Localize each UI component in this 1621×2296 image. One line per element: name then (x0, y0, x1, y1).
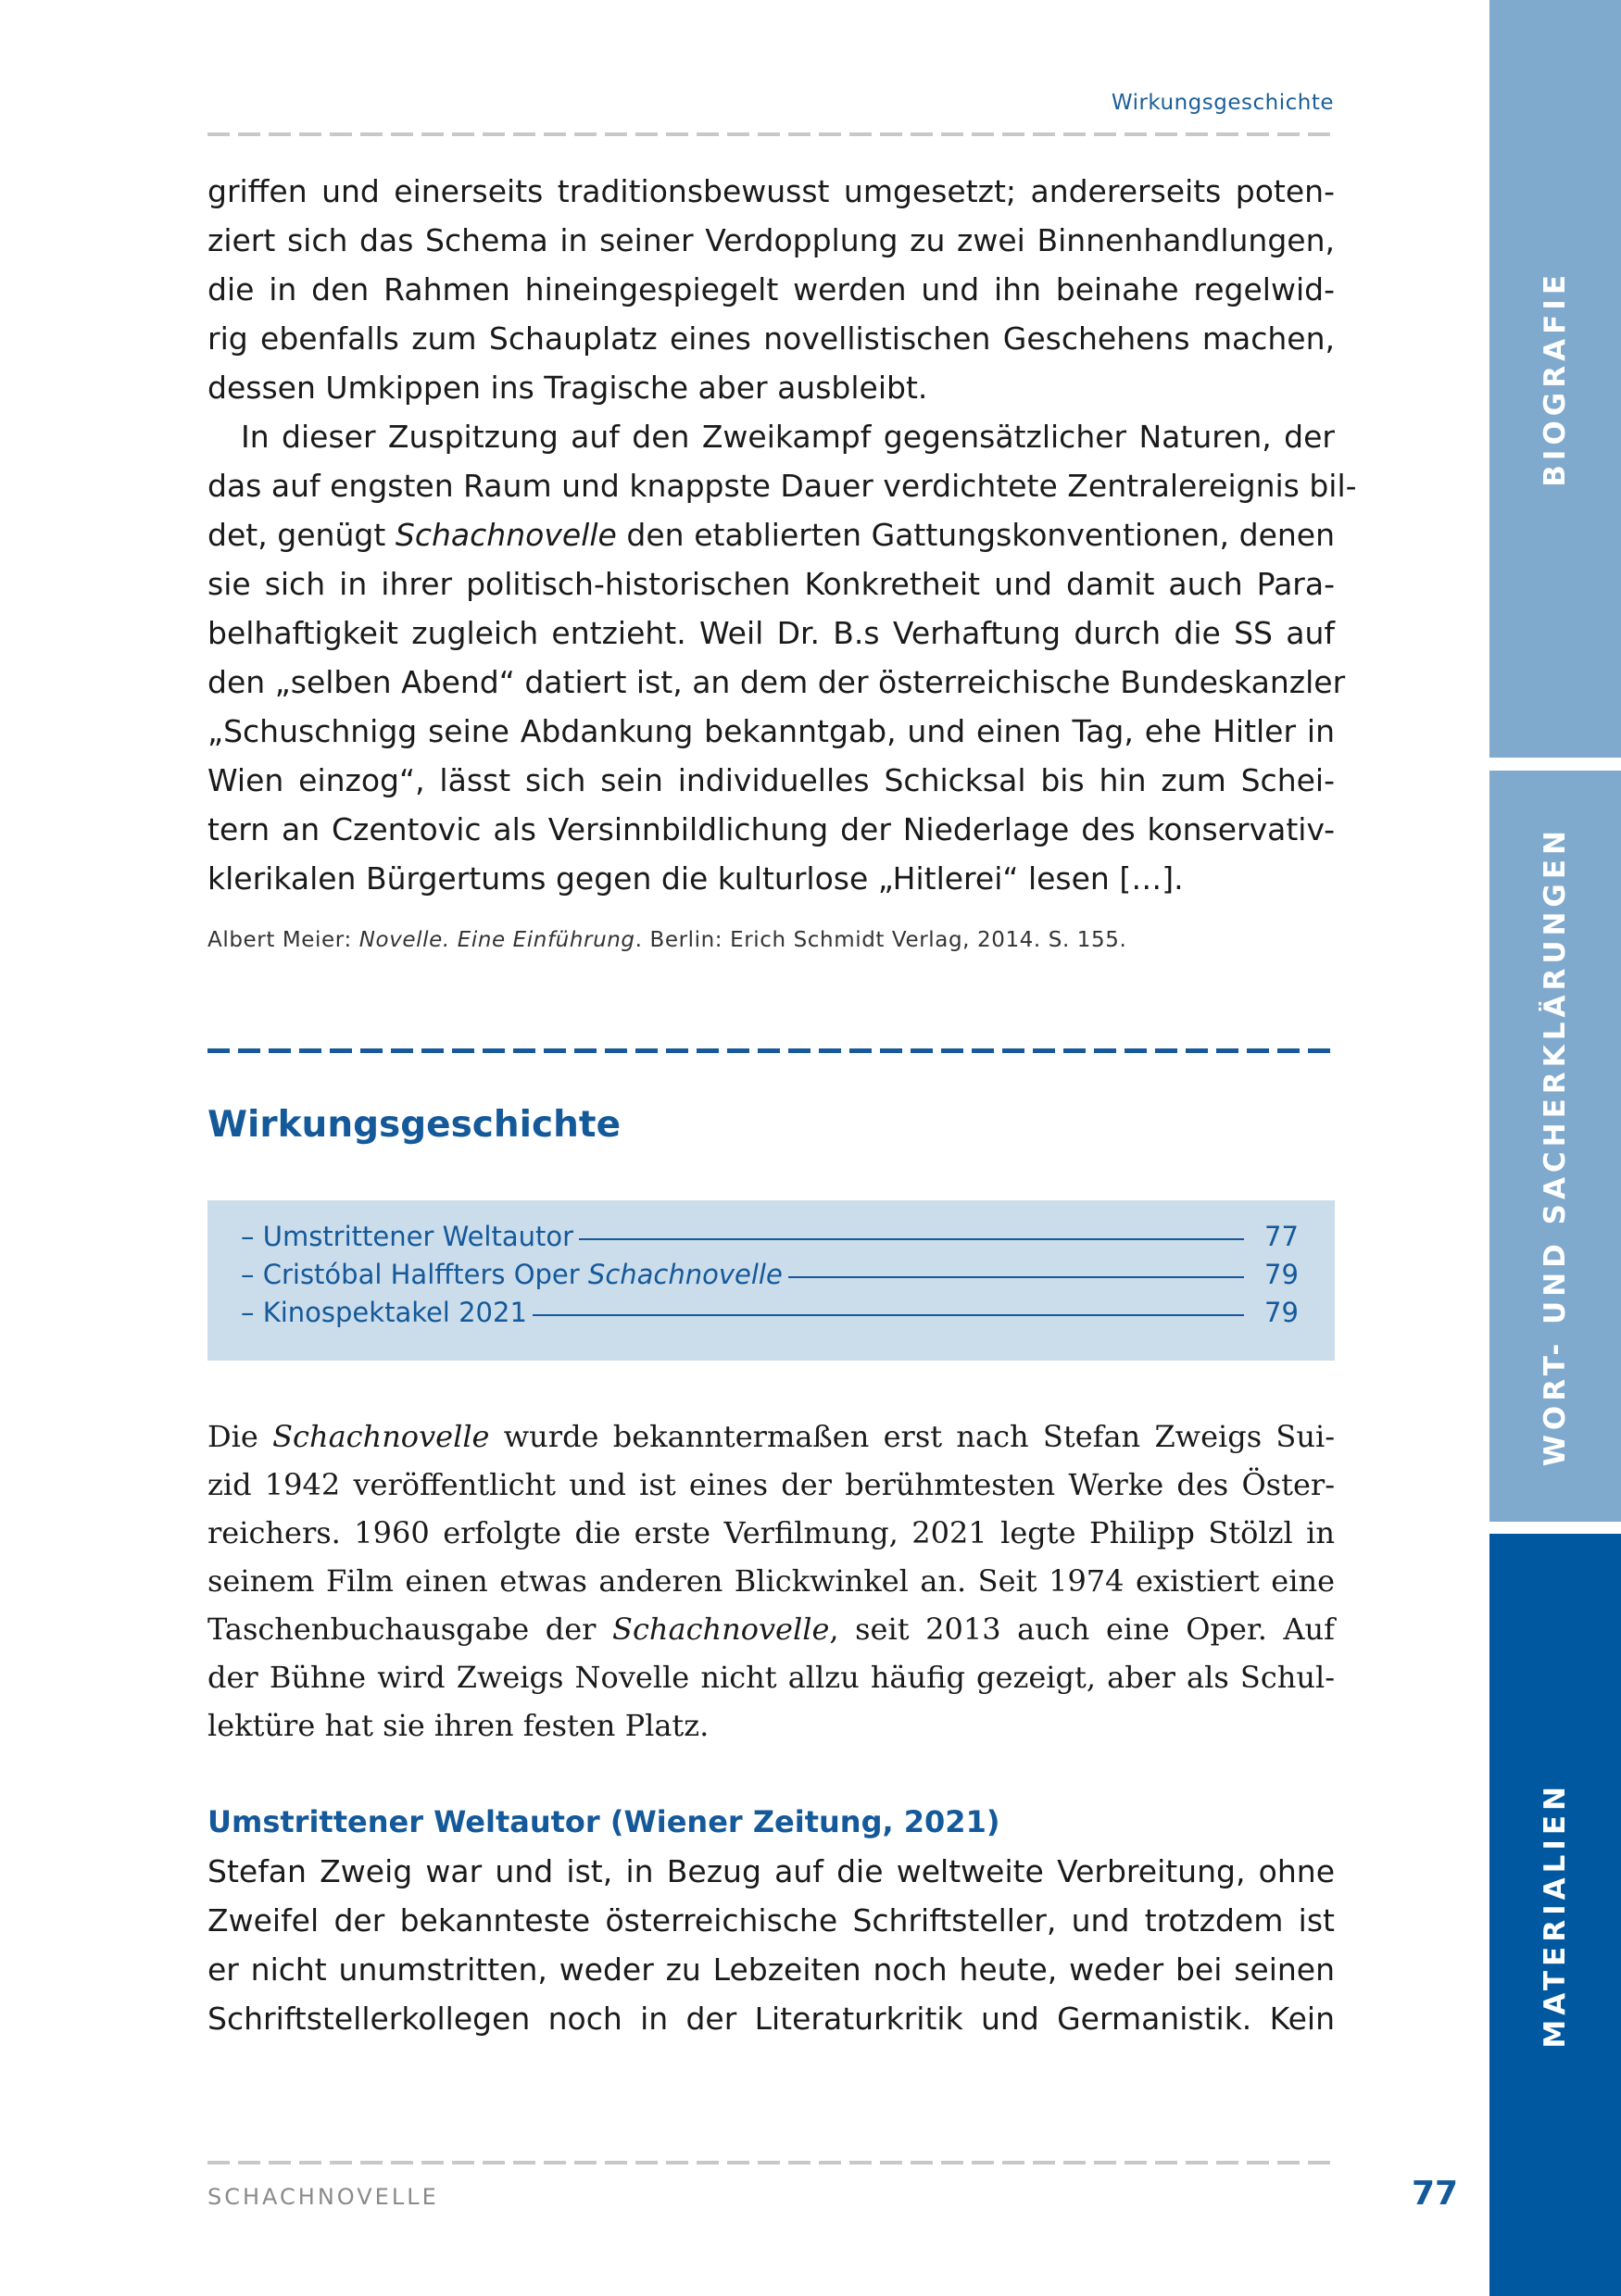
text-line (207, 1461, 1335, 1509)
text-line (207, 1605, 1335, 1653)
text-line (207, 1509, 1335, 1557)
text-segment: „Schuschnigg seine Abdankung bekanntgab, und einen Tag, ehe Hitler in (207, 713, 1335, 749)
text-line (207, 1701, 1335, 1750)
text-segment: tern an Czentovic als Versinnbildlichung der Niederlage des konservativ- (207, 811, 1335, 847)
tab-label: WORT- UND SACHERKLÄRUNGEN (1539, 825, 1572, 1467)
toc-page-number: 77 (1264, 1221, 1299, 1252)
text-segment: lektüre hat sie ihren festen Platz. (207, 1708, 710, 1743)
quote-text (207, 167, 1357, 903)
toc-entry-label (241, 1221, 573, 1252)
text-segment: – Umstrittener Weltautor (241, 1221, 574, 1252)
text-line (207, 658, 1346, 707)
text-segment: griffen und einerseits traditionsbewusst umgesetzt; andererseits poten- (207, 173, 1335, 209)
text-segment: – Kinospektakel 2021 (241, 1297, 527, 1328)
text-segment: zid 1942 veröffentlicht und ist eines der berühmtesten Werke des Öster- (207, 1467, 1335, 1502)
text-segment: Stefan Zweig war und ist, in Bezug auf die weltweite Verbreitung, ohne (207, 1853, 1335, 1889)
text-line (207, 461, 1357, 510)
text-segment: , seit 2013 auch eine Oper. Auf (829, 1612, 1336, 1647)
text-line (207, 412, 1335, 461)
text-segment: Zweifel der bekannteste österreichische Schriftsteller, und trotzdem ist (207, 1902, 1335, 1938)
header-divider (207, 132, 1335, 136)
section-divider (207, 1048, 1335, 1053)
body-paragraph (207, 1847, 1335, 2043)
text-line (207, 609, 1335, 658)
text-segment: – Cristóbal Halffters Oper (241, 1259, 588, 1290)
text-segment: Die (207, 1419, 273, 1454)
tab-materialien[interactable] (1489, 1534, 1621, 2296)
section-title: Wirkungsgeschichte (207, 1104, 622, 1146)
tab-label: BIOGRAFIE (1539, 270, 1572, 487)
text-segment: Taschenbuchausgabe der (207, 1612, 613, 1647)
toc-entry-label (241, 1297, 527, 1328)
italic-text: Novelle. Eine Einführung (358, 928, 635, 952)
text-segment: die in den Rahmen hineingespiegelt werden und ihn beinahe regelwid- (207, 271, 1335, 307)
text-line (207, 265, 1335, 314)
running-header: Wirkungsgeschichte (1111, 91, 1334, 115)
text-segment: sie sich in ihrer politisch-historischen Konkretheit und damit auch Para- (207, 566, 1335, 602)
text-line (207, 216, 1335, 265)
italic-text: Schachnovelle (587, 1259, 783, 1290)
toc-page-number: 79 (1264, 1259, 1299, 1290)
text-line (207, 756, 1335, 805)
text-segment: rig ebenfalls zum Schauplatz eines novellistischen Geschehens machen, (207, 320, 1335, 357)
toc-entry[interactable] (241, 1221, 1298, 1252)
text-segment: den „selben Abend“ datiert ist, an dem der österreichische Bundeskanzler (207, 664, 1346, 700)
page-number: 77 (1412, 2175, 1459, 2213)
text-line (207, 805, 1335, 854)
text-segment: In dieser Zuspitzung auf den Zweikampf gegensätzlicher Naturen, der (241, 419, 1335, 455)
text-segment: Albert Meier: (207, 928, 359, 952)
italic-text: Schachnovelle (272, 1419, 490, 1454)
text-segment: den etablierten Gattungskonventionen, denen (616, 517, 1335, 553)
text-segment: klerikalen Bürgertums gegen die kulturlose „Hitlerei“ lesen […]. (207, 860, 1184, 897)
text-segment: det, genügt (207, 517, 396, 553)
toc-leader-line (533, 1314, 1244, 1316)
text-segment: der Bühne wird Zweigs Novelle nicht allzu häufig gezeigt, aber als Schul- (207, 1660, 1335, 1695)
text-segment: Schriftstellerkollegen noch in der Literaturkritik und Germanistik. Kein (207, 2001, 1335, 2037)
intro-paragraph (207, 1412, 1335, 1750)
italic-text: Schachnovelle (395, 517, 617, 553)
tab-biografie[interactable] (1489, 0, 1621, 758)
footer-divider (207, 2161, 1335, 2164)
toc-leader-line (579, 1238, 1244, 1240)
text-segment: . Berlin: Erich Schmidt Verlag, 2014. S. 155. (635, 928, 1127, 952)
text-segment: belhaftigkeit zugleich entzieht. Weil Dr. B.s Verhaftung durch die SS auf (207, 615, 1335, 651)
footer-book-title: SCHACHNOVELLE (207, 2184, 439, 2210)
text-line (207, 1653, 1335, 1701)
text-line (207, 854, 1335, 903)
text-line (207, 1994, 1335, 2043)
toc-page-number: 79 (1264, 1297, 1299, 1328)
text-line (207, 1945, 1335, 1994)
text-segment: dessen Umkippen ins Tragische aber ausbleibt. (207, 370, 928, 406)
text-line (207, 559, 1335, 609)
text-segment: Wien einzog“, lässt sich sein individuelles Schicksal bis hin zum Schei- (207, 762, 1335, 798)
citation (207, 928, 1126, 952)
toc-entry[interactable] (241, 1297, 1298, 1328)
section-toc (207, 1200, 1335, 1361)
text-line (207, 167, 1335, 216)
toc-entry[interactable] (241, 1259, 1298, 1290)
subheading: Umstrittener Weltautor (Wiener Zeitung, 2021) (207, 1804, 1000, 1839)
text-segment: seinem Film einen etwas anderen Blickwinkel an. Seit 1974 existiert eine (207, 1563, 1335, 1599)
text-line (207, 363, 1335, 412)
tab-wort-und-sacherklaerungen[interactable] (1489, 771, 1621, 1522)
toc-entry-label (241, 1259, 783, 1290)
text-segment: ziert sich das Schema in seiner Verdopplung zu zwei Binnenhandlungen, (207, 222, 1335, 258)
text-line (207, 1557, 1335, 1605)
text-line (207, 1896, 1335, 1945)
text-segment: das auf engsten Raum und knappste Dauer verdichtete Zentralereignis bil- (207, 468, 1357, 504)
text-segment: reichers. 1960 erfolgte die erste Verfilmung, 2021 legte Philipp Stölzl in (207, 1515, 1335, 1550)
italic-text: Schachnovelle (612, 1612, 830, 1647)
text-line (207, 1847, 1335, 1896)
text-line (207, 510, 1335, 559)
text-segment: wurde bekanntermaßen erst nach Stefan Zweigs Sui- (489, 1419, 1336, 1454)
text-line (207, 1412, 1335, 1461)
text-line (207, 707, 1335, 756)
text-segment: er nicht unumstritten, weder zu Lebzeiten noch heute, weder bei seinen (207, 1951, 1335, 1988)
toc-leader-line (788, 1276, 1244, 1278)
tab-label: MATERIALIEN (1539, 1781, 1572, 2049)
text-line (207, 314, 1335, 363)
